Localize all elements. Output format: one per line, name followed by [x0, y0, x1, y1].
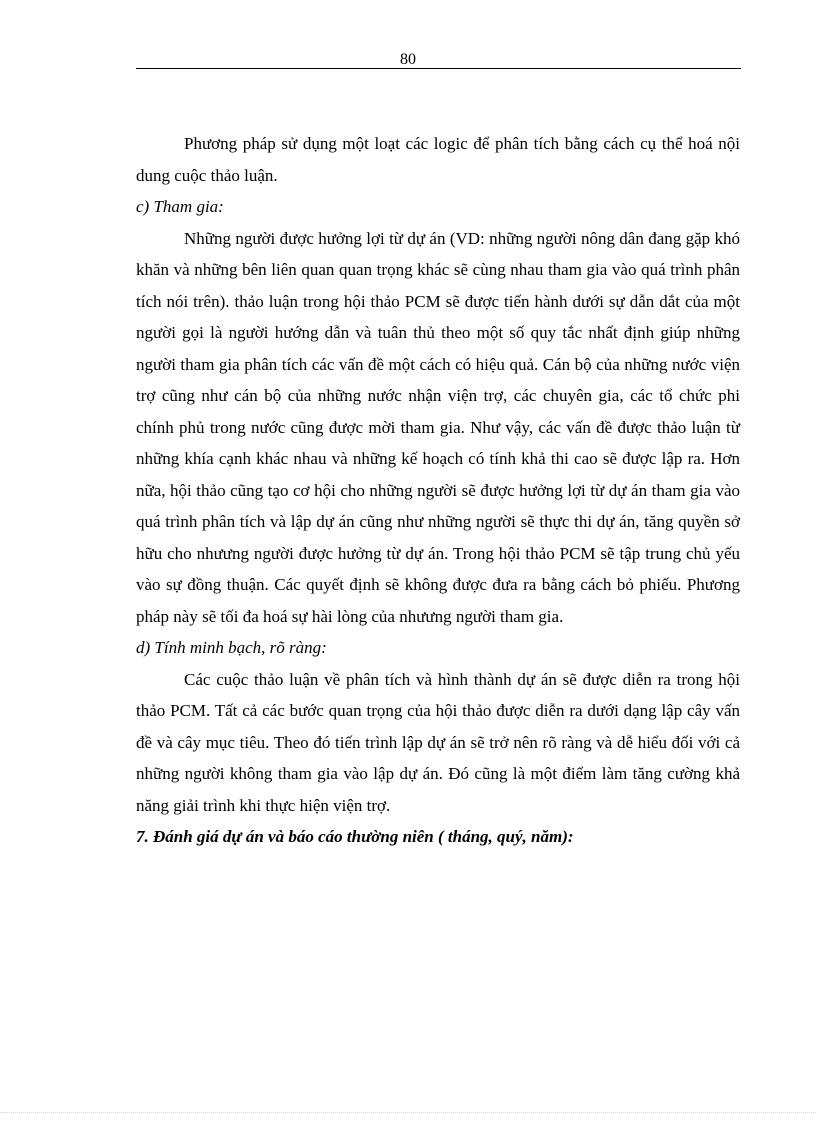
paragraph-method: Phương pháp sử dụng một loạt các logic để phân tích bằng cách cụ thể hoá nội dung cuộc thảo luận. — [136, 134, 740, 185]
paragraph-participation: Những người được hưởng lợi từ dự án (VD: những người nông dân đang gặp khó khăn và những bên liên quan quan trọng khác sẽ cùng nhau tham gia vào quá trình phân tích nói trên). thảo luận trong hội thảo PCM sẽ được tiến hành dưới sự dẫn dắt của một người gọi là người hướng dẫn và tuân thủ theo một số quy tắc nhất định giúp những người tham gia phân tích các vấn đề một cách có hiệu quả. Cán bộ của những nước viện trợ cũng như cán bộ của những nước nhận viện trợ, các chuyên gia, các tổ chức phi chính phủ trong nước cũng được mời tham gia. Như vậy, các vấn đề được thảo luận từ những khía cạnh khác nhau và những kế hoạch có tính khả thi cao sẽ được lập ra. Hơn nữa, hội thảo cũng tạo cơ hội cho những người sẽ được hưởng lợi từ dự án tham gia vào quá trình phân tích và lập dự án cũng như những người sẽ thực thi dự án, tăng quyền sở hữu cho nhưưng người được hưởng từ dự án. Trong hội thảo PCM sẽ tập trung chủ yếu vào sự đồng thuận. Các quyết định sẽ không được đưa ra bằng cách bỏ phiếu. Phương pháp này sẽ tối đa hoá sự hài lòng của nhưưng người tham gia. — [136, 228, 740, 626]
heading-transparency: d) Tính minh bạch, rõ ràng: — [136, 638, 327, 657]
section-heading-evaluation: 7. Đánh giá dự án và báo cáo thường niên ( tháng, quý, năm): — [136, 827, 574, 846]
heading-participation: c) Tham gia: — [136, 197, 224, 216]
document-body — [136, 128, 740, 853]
paragraph-transparency: Các cuộc thảo luận về phân tích và hình thành dự án sẽ được diễn ra trong hội thảo PCM. Tất cả các bước quan trọng của hội thảo được diễn ra dưới dạng lập cây vấn đề và cây mục tiêu. Theo đó tiến trình lập dự án sẽ trở nên rõ ràng và dễ hiểu đối với cả những người không tham gia vào lập dự án. Đó cũng là một điểm làm tăng cường khả năng giải trình khi thực hiện viện trợ. — [136, 669, 740, 815]
header-rule — [136, 68, 741, 69]
page-number: 80 — [400, 51, 416, 68]
footer-divider — [0, 1112, 816, 1113]
